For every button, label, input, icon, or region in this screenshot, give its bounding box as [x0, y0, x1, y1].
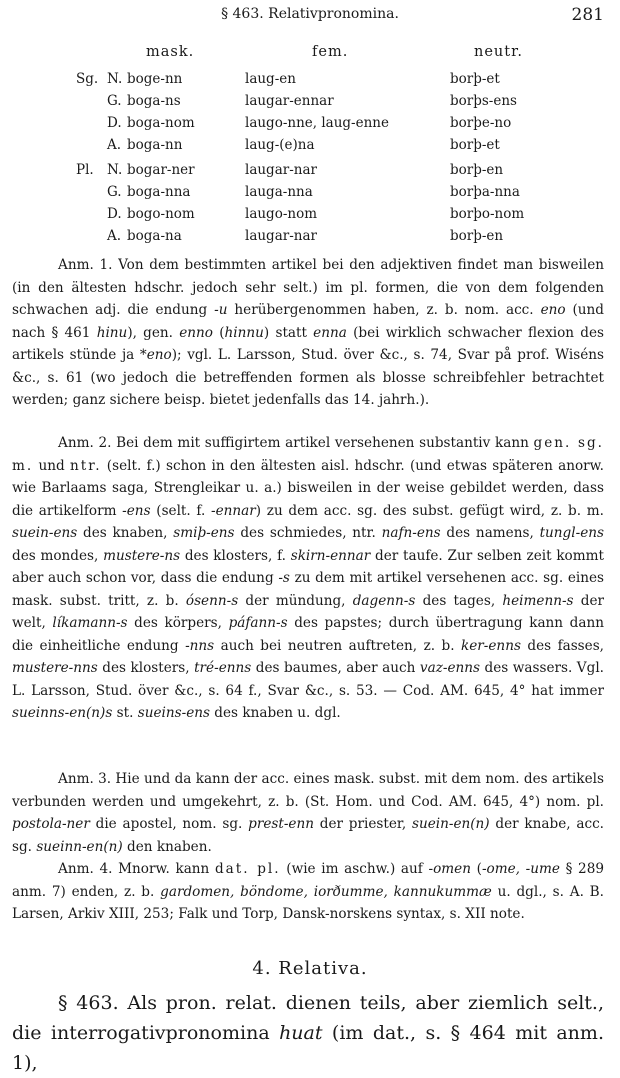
note-text: des körpers, — [127, 615, 229, 631]
italic-form: suein-ens — [12, 525, 78, 541]
neutr-form: borþs-ens — [450, 93, 517, 109]
running-header — [12, 6, 608, 28]
italic-form: vaz-enns — [419, 660, 480, 676]
case-label: A. — [107, 137, 122, 153]
note-text: ), gen. — [127, 324, 180, 341]
note-text: des schmiedes, ntr. — [234, 525, 382, 541]
note-text: des namens, — [440, 525, 540, 541]
note-text: (wie im aschw.) auf — [280, 861, 429, 877]
section-text — [12, 988, 604, 1078]
mask-form: boga-nom — [127, 115, 195, 131]
table-row — [0, 115, 620, 137]
note-text: Von dem bestimmten artikel bei den adjektiven findet man bisweilen (in den ältesten hdschr. jedoch sehr selt.) im pl. formen, die von dem folgenden schwachen adj. die endung — [12, 257, 604, 318]
note-paragraph — [12, 858, 604, 926]
fem-form: lauga-nna — [245, 184, 313, 200]
italic-form: enno — [179, 324, 213, 341]
section-text-run: (im dat., s. § 464 mit anm. 1), — [12, 1022, 604, 1074]
section-text-run: § 463. Als pron. relat. dienen teils, aber ziemlich selt., die interrogativpronomina — [12, 992, 604, 1044]
neutr-form: borþe-no — [450, 115, 512, 131]
case-label: N. — [107, 71, 123, 87]
number-label: Pl. — [76, 162, 94, 178]
note-paragraph — [12, 254, 604, 412]
table-row — [0, 93, 620, 115]
case-label: D. — [107, 206, 122, 222]
italic-form: heimenn-s — [502, 592, 574, 609]
mask-form: boga-na — [127, 228, 182, 244]
italic-form: sueinn-en(n) — [36, 838, 123, 855]
italic-form: mustere-nns — [12, 660, 98, 676]
note-text: (selt. f. — [150, 502, 212, 519]
spaced-term: gen. sg. m. — [12, 435, 604, 474]
italic-form: huat — [279, 1022, 323, 1044]
mask-form: boga-nn — [127, 137, 183, 153]
italic-form: -u — [214, 302, 228, 318]
mask-form: boga-nna — [127, 184, 191, 200]
note-text: st. — [112, 705, 138, 721]
italic-form: mustere-ns — [103, 547, 181, 564]
italic-form: -ome, -ume — [481, 861, 560, 877]
fem-form: laugar-ennar — [245, 93, 334, 109]
italic-form: dagenn-s — [352, 592, 416, 609]
note-text: der priester, — [313, 816, 412, 832]
note-text: Hie und da kann der acc. eines mask. subst. mit dem nom. des artikels verbunden werden und umgekehrt, z. b. (St. Hom. und Cod. AM. 645, 4°) nom. pl. — [12, 771, 604, 810]
note-text: ( — [213, 324, 225, 341]
italic-form: tungl-ens — [539, 525, 604, 541]
note-text: der welt, — [12, 592, 605, 631]
italic-form: enna — [313, 324, 347, 341]
note-text: (bei wirklich schwacher flexion des artikels stünde ja * — [12, 324, 604, 363]
italic-form: hinu — [96, 324, 128, 341]
note-text: der mündung, — [238, 592, 353, 609]
italic-form: postola-ner — [12, 816, 90, 832]
note-anm-3 — [12, 768, 604, 858]
neutr-form: borþo-nom — [450, 206, 525, 222]
spaced-term: dat. pl. — [214, 861, 281, 877]
italic-form: hinnu — [224, 324, 264, 341]
case-label: D. — [107, 115, 122, 131]
note-text: ); vgl. L. Larsson, Stud. över &c., s. 74, Svar på prof. Wiséns &c., s. 61 (wo jedoch die betreffenden formen als blosse schreibfehler betrachtet werden; ganz sichere beisp. bietet jedenfalls das 14. jahrh.). — [12, 347, 604, 408]
fem-form: laugo-nom — [245, 206, 318, 222]
note-paragraph — [12, 432, 604, 725]
note-text: des mondes, — [12, 547, 104, 564]
case-label: G. — [107, 93, 122, 109]
note-text: § 289 anm. 7) enden, z. b. — [12, 861, 604, 900]
note-text: des baumes, aber auch — [251, 660, 420, 676]
mask-form: boga-ns — [127, 93, 181, 109]
note-text: Bei dem mit suffigirtem artikel versehenen substantiv kann — [111, 435, 534, 451]
mask-form: boge-nn — [127, 71, 183, 87]
note-text: der taufe. Zur selben zeit kommt aber auch schon vor, dass die endung — [12, 547, 604, 586]
table-row — [0, 71, 620, 93]
table-row — [0, 162, 620, 184]
note-text: (selt. f.) schon in den ältesten aisl. hdschr. (und etwas späteren anorw. wie Barlaams saga, Strengleikar u. a.) bisweilen in der weise gebildet werden, dass die artikelform — [12, 457, 604, 519]
italic-form: ker-enns — [461, 637, 521, 654]
note-label: Anm. 1. — [58, 257, 113, 273]
note-text: zu dem mit artikel versehenen acc. sg. eines mask. subst. tritt, z. b. — [12, 570, 604, 609]
fem-form: laugo-nne, laug-enne — [245, 115, 389, 131]
column-header-neutr: neutr. — [474, 44, 524, 60]
fem-form: laugar-nar — [245, 162, 317, 178]
column-header-fem: fem. — [312, 44, 349, 60]
table-row — [0, 228, 620, 250]
note-text: Mnorw. kann — [112, 861, 215, 877]
case-label: A. — [107, 228, 122, 244]
note-text: des fasses, — [520, 637, 604, 654]
note-text: auch bei neutren auftreten, z. b. — [214, 637, 462, 654]
note-text: (und nach § 461 — [12, 302, 604, 341]
note-anm-1 — [12, 254, 604, 412]
note-text: ) statt — [263, 324, 314, 341]
italic-form: gardomen, böndome, iorðumme, kannukummæ — [160, 883, 492, 900]
italic-form: sueins-ens — [137, 705, 210, 721]
italic-form: -omen — [428, 861, 471, 877]
note-text: des klosters, — [97, 660, 195, 676]
fem-form: laug-(e)na — [245, 137, 315, 153]
note-text: den knaben. — [122, 838, 212, 855]
note-text: herübergenommen haben, z. b. nom. acc. — [227, 302, 541, 318]
spaced-term: ntr. — [69, 457, 102, 474]
italic-form: -nns — [185, 637, 215, 654]
italic-form: sueinns-en(n)s — [12, 705, 113, 721]
note-text: des knaben, — [77, 525, 174, 541]
section-heading: 4. Relativa. — [252, 958, 368, 979]
note-anm-2 — [12, 432, 604, 725]
section-paragraph — [12, 988, 604, 1078]
note-text: des klosters, f. — [180, 547, 291, 564]
italic-form: líkamann-s — [52, 615, 128, 631]
neutr-form: borþa-nna — [450, 184, 520, 200]
column-header-mask: mask. — [146, 44, 195, 60]
running-title: § 463. Relativpronomina. — [221, 6, 399, 22]
note-text: und — [33, 457, 70, 474]
mask-form: bogar-ner — [127, 162, 195, 178]
italic-form: nafn-ens — [381, 525, 441, 541]
table-row — [0, 137, 620, 159]
note-text: des wassers. Vgl. L. Larsson, Stud. över &c., s. 64 f., Svar &c., s. 53. — Cod. AM. 645, 4° hat immer — [12, 660, 604, 699]
note-text: der knabe, acc. sg. — [12, 816, 605, 855]
italic-form: tré-enns — [194, 660, 252, 676]
italic-form: skirn-ennar — [290, 547, 371, 564]
note-label: Anm. 4. — [58, 861, 113, 877]
note-paragraph — [12, 768, 604, 858]
case-label: G. — [107, 184, 122, 200]
italic-form: ósenn-s — [185, 592, 239, 609]
case-label: N. — [107, 162, 123, 178]
note-label: Anm. 3. — [58, 771, 112, 787]
italic-form: -s — [278, 570, 290, 586]
note-text: u. dgl., s. A. B. Larsen, Arkiv XIII, 253; Falk und Torp, Dansk-norskens syntax, s. XII note. — [12, 883, 604, 922]
table-row — [0, 206, 620, 228]
note-text: des tages, — [415, 592, 503, 609]
note-anm-4 — [12, 858, 604, 926]
note-text: ) zu dem acc. sg. des subst. gefügt wird, z. b. m. — [255, 502, 604, 519]
neutr-form: borþ-et — [450, 71, 500, 87]
note-text: ( — [470, 861, 482, 877]
italic-form: páfann-s — [228, 615, 288, 631]
italic-form: suein-en(n) — [411, 816, 490, 832]
italic-form: -ens — [122, 502, 151, 519]
note-text: die apostel, nom. sg. — [89, 816, 249, 832]
note-text: des papstes; durch übertragung kann dann die einheitliche endung — [12, 615, 604, 654]
number-label: Sg. — [76, 71, 99, 87]
table-row — [0, 184, 620, 206]
fem-form: laug-en — [245, 71, 296, 87]
page-number: 281 — [571, 5, 604, 25]
italic-form: smiþ-ens — [173, 525, 235, 541]
italic-form: eno — [540, 302, 566, 318]
note-label: Anm. 2. — [58, 435, 112, 451]
italic-form: eno — [146, 347, 172, 363]
mask-form: bogo-nom — [127, 206, 195, 222]
italic-form: -ennar — [211, 502, 256, 519]
fem-form: laugar-nar — [245, 228, 317, 244]
neutr-form: borþ-et — [450, 137, 500, 153]
neutr-form: borþ-en — [450, 228, 504, 244]
italic-form: prest-enn — [248, 816, 314, 832]
note-text: des knaben u. dgl. — [209, 705, 341, 721]
neutr-form: borþ-en — [450, 162, 504, 178]
